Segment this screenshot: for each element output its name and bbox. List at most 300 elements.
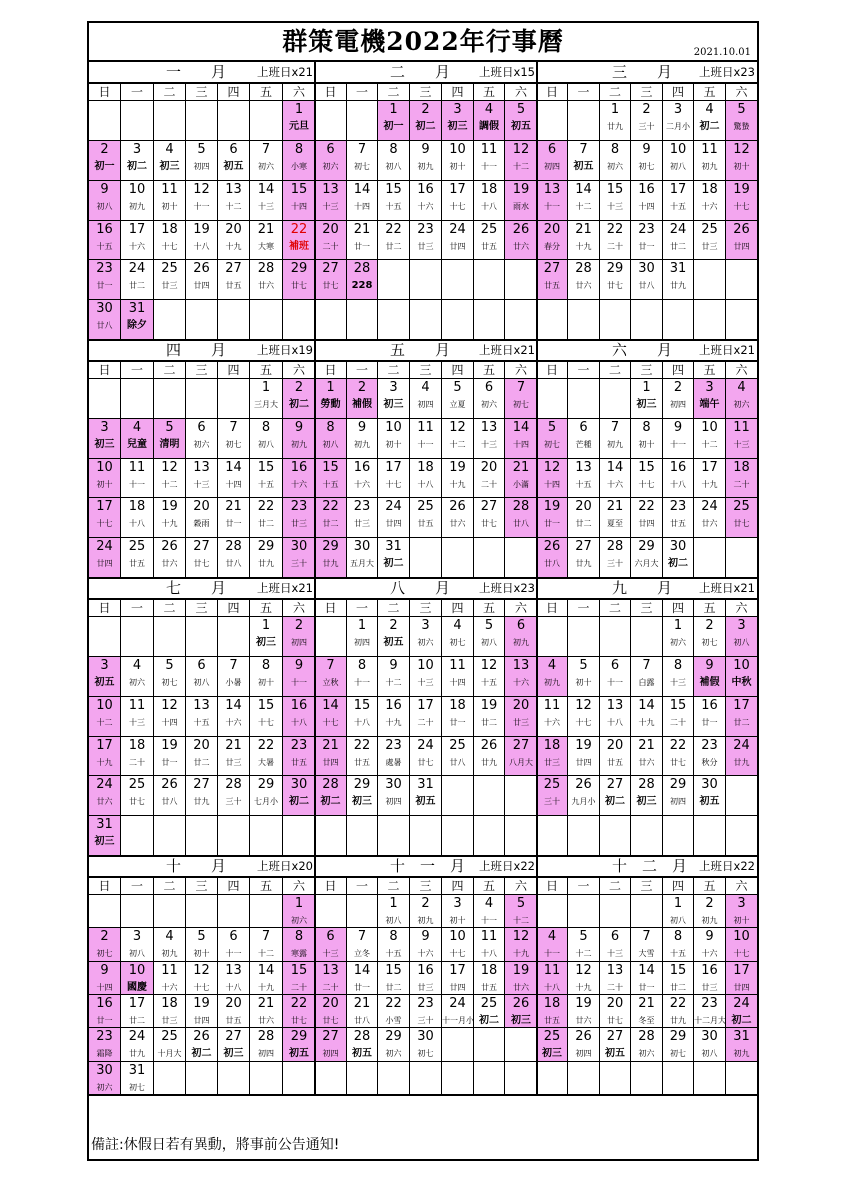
workday-count: 上班日x21 [699, 581, 755, 595]
day-number: 11 [480, 142, 498, 157]
day-cell [726, 101, 757, 141]
empty-cell [315, 816, 347, 856]
lunar-label: 廿七 [417, 758, 434, 767]
day-cell [347, 928, 378, 962]
lunar-label: 廿一 [354, 242, 370, 251]
day-number: 8 [294, 929, 304, 944]
day-number: 2 [421, 102, 430, 117]
day-number: 21 [322, 738, 339, 753]
weekday-label: 日 [89, 362, 121, 379]
lunar-label: 初二 [731, 1015, 752, 1026]
day-cell [631, 379, 663, 419]
month-header [537, 856, 757, 878]
day-number: 14 [512, 420, 530, 435]
day-number: 17 [669, 182, 687, 197]
lunar-label: 廿四 [96, 559, 113, 568]
lunar-label: 廿七 [322, 1016, 339, 1025]
day-cell [347, 657, 378, 697]
day-number: 23 [96, 261, 113, 276]
day-number: 17 [449, 963, 466, 978]
empty-cell [631, 1062, 663, 1095]
day-cell [347, 419, 378, 459]
day-number: 8 [357, 658, 367, 673]
day-cell [726, 498, 757, 538]
day-cell [694, 498, 726, 538]
row-divider [89, 577, 757, 579]
day-number: 28 [575, 261, 592, 276]
day-number: 12 [512, 142, 530, 157]
empty-cell [442, 1028, 474, 1062]
day-number: 14 [638, 698, 655, 713]
empty-cell [250, 300, 283, 340]
lunar-label: 十四 [449, 678, 466, 687]
lunar-label: 初四 [575, 1049, 592, 1058]
day-number: 22 [257, 499, 275, 514]
lunar-label: 初六 [322, 162, 339, 171]
day-number: 17 [733, 698, 750, 713]
day-number: 23 [701, 996, 718, 1011]
day-cell [505, 617, 537, 657]
lunar-label: 十八 [481, 202, 497, 211]
day-number: 19 [575, 738, 592, 753]
day-number: 13 [575, 460, 592, 475]
day-cell [315, 538, 347, 578]
day-cell [505, 181, 537, 221]
lunar-label: 十八 [417, 480, 434, 489]
lunar-label: 十一 [417, 440, 434, 449]
lunar-label: 廿八 [513, 519, 529, 528]
day-cell [283, 657, 315, 697]
lunar-label: 十五 [258, 480, 274, 489]
day-number: 3 [705, 380, 714, 395]
day-cell [505, 657, 537, 697]
day-number: 7 [610, 420, 620, 435]
day-cell [631, 928, 663, 962]
day-number: 16 [638, 182, 655, 197]
lunar-label: 十七 [258, 718, 274, 727]
lunar-label: 驚蟄 [733, 122, 750, 131]
lunar-label: 廿二 [322, 519, 339, 528]
empty-cell [694, 1062, 726, 1095]
empty-cell [474, 538, 505, 578]
day-number: 4 [737, 380, 746, 395]
day-cell [250, 995, 283, 1028]
empty-cell [474, 1062, 505, 1095]
lunar-label: 十九 [575, 983, 592, 992]
day-number: 3 [737, 618, 746, 633]
day-number: 27 [193, 539, 210, 554]
workday-count: 上班日x20 [257, 859, 313, 873]
day-cell [121, 1062, 154, 1095]
day-cell [600, 1028, 631, 1062]
empty-cell [89, 617, 121, 657]
day-number: 25 [417, 499, 434, 514]
day-cell [631, 260, 663, 300]
day-cell [663, 995, 694, 1028]
day-cell [505, 141, 537, 181]
empty-cell [568, 101, 600, 141]
lunar-label: 廿四 [322, 758, 339, 767]
day-number: 27 [193, 777, 210, 792]
empty-cell [568, 617, 600, 657]
weekday-label: 四 [442, 84, 474, 101]
day-cell [505, 995, 537, 1028]
day-cell [631, 962, 663, 995]
lunar-label: 寒露 [291, 949, 307, 958]
lunar-label: 十六 [417, 202, 434, 211]
weekday-label: 日 [89, 84, 121, 101]
lunar-label: 廿一 [225, 519, 242, 528]
day-number: 8 [673, 929, 683, 944]
empty-cell [631, 617, 663, 657]
empty-cell [186, 816, 218, 856]
empty-cell [218, 895, 250, 928]
lunar-label: 初七 [449, 638, 466, 647]
day-cell [631, 141, 663, 181]
lunar-label: 廿四 [449, 242, 466, 251]
day-cell [154, 498, 186, 538]
lunar-label: 初三 [94, 439, 115, 450]
day-cell [315, 737, 347, 776]
empty-cell [568, 895, 600, 928]
day-cell [631, 221, 663, 260]
day-number: 2 [357, 380, 367, 395]
day-cell [474, 181, 505, 221]
day-number: 26 [449, 499, 466, 514]
day-number: 6 [197, 420, 206, 435]
lunar-label: 初六 [291, 916, 307, 925]
lunar-label: 十三 [417, 678, 434, 687]
day-cell [474, 459, 505, 498]
day-number: 13 [543, 182, 561, 197]
lunar-label: 補班 [289, 241, 309, 252]
day-cell [218, 1028, 250, 1062]
lunar-label: 初六 [481, 400, 497, 409]
day-number: 14 [638, 963, 655, 978]
day-number: 18 [701, 182, 718, 197]
day-number: 13 [322, 182, 339, 197]
day-number: 18 [733, 460, 750, 475]
day-cell [537, 737, 568, 776]
day-cell [663, 697, 694, 737]
day-cell [568, 1028, 600, 1062]
day-cell [600, 101, 631, 141]
lunar-label: 秋分 [701, 758, 718, 767]
day-number: 8 [642, 420, 651, 435]
weekday-label: 二 [154, 362, 186, 379]
day-number: 10 [733, 929, 750, 944]
lunar-label: 十三 [670, 678, 686, 687]
weekday-label: 四 [218, 84, 250, 101]
day-number: 13 [225, 963, 242, 978]
lunar-label: 十四 [354, 202, 370, 211]
day-number: 22 [290, 222, 308, 237]
month-block [315, 62, 537, 340]
weekday-label: 三 [410, 362, 442, 379]
day-cell [726, 697, 757, 737]
lunar-label: 三十 [225, 797, 242, 806]
lunar-label: 廿三 [417, 983, 434, 992]
day-cell [121, 181, 154, 221]
day-cell [121, 657, 154, 697]
day-cell [600, 737, 631, 776]
lunar-label: 十四 [544, 480, 560, 489]
day-number: 11 [449, 658, 466, 673]
day-number: 28 [225, 777, 242, 792]
day-number: 12 [193, 182, 210, 197]
day-cell [347, 459, 378, 498]
day-number: 26 [733, 222, 750, 237]
day-cell [378, 538, 410, 578]
day-number: 23 [417, 996, 434, 1011]
day-cell [442, 962, 474, 995]
day-number: 13 [322, 963, 339, 978]
empty-cell [218, 300, 250, 340]
lunar-label: 初三 [383, 399, 404, 410]
day-cell [218, 181, 250, 221]
lunar-label: 廿三 [701, 983, 718, 992]
day-number: 16 [290, 698, 308, 713]
empty-cell [154, 1062, 186, 1095]
lunar-label: 初三 [223, 1048, 244, 1059]
day-number: 10 [417, 658, 434, 673]
day-cell [537, 697, 568, 737]
day-cell [442, 141, 474, 181]
day-cell [631, 657, 663, 697]
day-cell [218, 498, 250, 538]
day-cell [283, 101, 315, 141]
lunar-label: 十七 [322, 718, 339, 727]
day-cell [410, 895, 442, 928]
day-cell [378, 657, 410, 697]
day-cell [474, 498, 505, 538]
weekday-label: 五 [250, 362, 283, 379]
day-cell [154, 538, 186, 578]
lunar-label: 廿五 [354, 758, 370, 767]
day-cell [283, 995, 315, 1028]
empty-cell [663, 1062, 694, 1095]
weekday-label: 日 [537, 362, 568, 379]
day-number: 9 [673, 420, 683, 435]
empty-cell [347, 101, 378, 141]
lunar-label: 初四 [258, 1049, 274, 1058]
lunar-label: 立冬 [354, 949, 370, 958]
weekday-label: 四 [663, 600, 694, 617]
day-number: 19 [512, 182, 530, 197]
empty-cell [631, 816, 663, 856]
day-number: 25 [543, 1029, 561, 1044]
day-cell [568, 657, 600, 697]
lunar-label: 十八 [291, 718, 307, 727]
month-block [537, 340, 757, 578]
lunar-label: 廿九 [607, 122, 623, 131]
day-cell [410, 995, 442, 1028]
lunar-label: 十二 [258, 949, 274, 958]
empty-cell [474, 300, 505, 340]
weekday-label: 三 [410, 878, 442, 895]
lunar-label: 廿七 [481, 519, 497, 528]
lunar-label: 十六 [701, 949, 718, 958]
month-name: 一 月 [166, 63, 227, 81]
day-number: 14 [353, 963, 371, 978]
day-number: 7 [261, 929, 271, 944]
lunar-label: 初二 [605, 796, 625, 807]
day-cell [347, 221, 378, 260]
empty-cell [726, 538, 757, 578]
lunar-label: 初六 [96, 1083, 113, 1092]
lunar-label: 廿五 [544, 281, 560, 290]
day-number: 5 [516, 102, 526, 117]
day-cell [663, 260, 694, 300]
empty-cell [250, 1062, 283, 1095]
lunar-label: 初五 [415, 796, 436, 807]
day-cell [505, 101, 537, 141]
lunar-label: 十九 [96, 758, 113, 767]
empty-cell [410, 300, 442, 340]
empty-cell [505, 816, 537, 856]
day-cell [694, 181, 726, 221]
lunar-label: 十六 [417, 949, 434, 958]
day-cell [250, 181, 283, 221]
weekday-label: 三 [186, 600, 218, 617]
day-cell [600, 221, 631, 260]
day-number: 29 [669, 1029, 687, 1044]
lunar-label: 廿六 [449, 519, 466, 528]
empty-cell [121, 379, 154, 419]
month-header [315, 340, 537, 362]
day-number: 10 [96, 698, 113, 713]
empty-cell [537, 300, 568, 340]
day-cell [283, 617, 315, 657]
day-cell [694, 379, 726, 419]
weekday-label: 四 [218, 878, 250, 895]
lunar-label: 初四 [544, 162, 560, 171]
month-name: 二 月 [390, 63, 451, 81]
day-cell [283, 419, 315, 459]
day-cell [378, 498, 410, 538]
weekday-label: 四 [663, 362, 694, 379]
day-number: 15 [322, 460, 339, 475]
lunar-label: 廿五 [225, 281, 242, 290]
empty-cell [726, 1062, 757, 1095]
empty-cell [283, 816, 315, 856]
lunar-label: 初六 [638, 1049, 655, 1058]
day-number: 31 [128, 301, 146, 316]
day-cell [186, 538, 218, 578]
empty-cell [347, 895, 378, 928]
lunar-label: 十月大 [157, 1049, 182, 1058]
empty-cell [218, 101, 250, 141]
day-cell [121, 538, 154, 578]
day-cell [283, 379, 315, 419]
day-number: 25 [701, 222, 718, 237]
day-cell [89, 221, 121, 260]
day-cell [663, 962, 694, 995]
lunar-label: 雨水 [513, 202, 529, 211]
day-number: 25 [480, 996, 498, 1011]
day-number: 25 [733, 499, 750, 514]
lunar-label: 初七 [225, 440, 242, 449]
empty-cell [537, 816, 568, 856]
day-cell [186, 181, 218, 221]
day-cell [694, 895, 726, 928]
lunar-label: 廿六 [701, 519, 718, 528]
lunar-label: 十二 [225, 202, 242, 211]
lunar-label: 初七 [513, 400, 529, 409]
day-cell [694, 617, 726, 657]
lunar-label: 三十 [291, 559, 307, 568]
lunar-label: 廿七 [322, 281, 339, 290]
lunar-label: 十九 [258, 983, 274, 992]
weekday-label: 四 [218, 362, 250, 379]
empty-cell [474, 260, 505, 300]
day-cell [663, 101, 694, 141]
day-number: 13 [193, 698, 210, 713]
lunar-label: 小滿 [513, 480, 529, 489]
day-number: 6 [610, 929, 620, 944]
day-number: 11 [480, 929, 498, 944]
weekday-label: 日 [89, 878, 121, 895]
day-number: 1 [357, 618, 367, 633]
day-number: 25 [128, 777, 146, 792]
day-cell [505, 221, 537, 260]
lunar-label: 廿三 [701, 242, 718, 251]
lunar-label: 十七 [638, 480, 655, 489]
lunar-label: 初二 [479, 1015, 499, 1026]
day-number: 20 [480, 460, 498, 475]
lunar-label: 初九 [607, 440, 623, 449]
day-cell [410, 657, 442, 697]
month-name: 三 月 [612, 63, 673, 81]
empty-cell [568, 1062, 600, 1095]
day-number: 19 [480, 698, 498, 713]
lunar-label: 十七 [733, 202, 750, 211]
weekday-label: 六 [283, 362, 315, 379]
empty-cell [537, 379, 568, 419]
lunar-label: 廿八 [161, 797, 178, 806]
weekday-label: 一 [121, 878, 154, 895]
day-number: 21 [353, 996, 371, 1011]
day-cell [505, 459, 537, 498]
workday-count: 上班日x15 [479, 65, 535, 79]
day-cell [315, 498, 347, 538]
weekday-label: 三 [631, 878, 663, 895]
lunar-label: 十四 [161, 718, 178, 727]
weekday-label: 四 [442, 362, 474, 379]
lunar-label: 初六 [670, 638, 686, 647]
day-cell [347, 379, 378, 419]
month-block [537, 578, 757, 856]
day-number: 31 [733, 1029, 750, 1044]
month-header [89, 340, 315, 362]
day-number: 31 [385, 539, 402, 554]
month-header [537, 340, 757, 362]
day-cell [442, 459, 474, 498]
lunar-label: 三十 [607, 559, 623, 568]
day-cell [631, 498, 663, 538]
day-cell [568, 697, 600, 737]
lunar-label: 廿九 [670, 1016, 686, 1025]
day-number: 1 [261, 380, 271, 395]
day-number: 31 [96, 817, 113, 832]
day-cell [283, 928, 315, 962]
weekday-label: 日 [89, 600, 121, 617]
empty-cell [315, 1062, 347, 1095]
lunar-label: 廿七 [607, 281, 623, 290]
lunar-label: 十二 [575, 202, 592, 211]
weekday-label: 二 [378, 600, 410, 617]
day-cell [410, 141, 442, 181]
